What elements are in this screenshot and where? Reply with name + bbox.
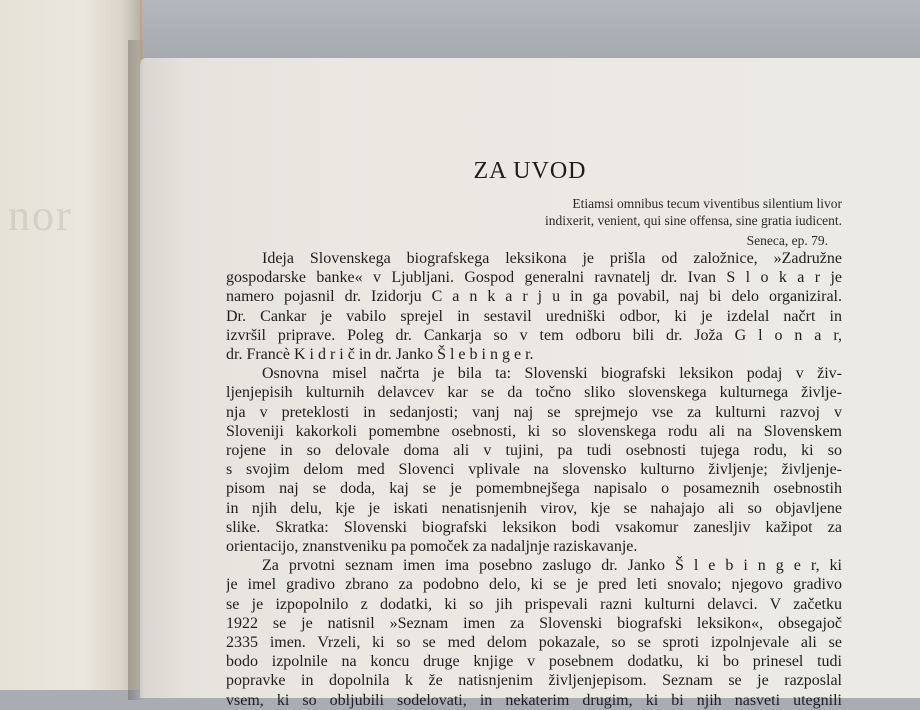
text-line: vsem, ki so obljubili sodelovati, in nekaterim drugim, ki bi njih nasveti utegnili [226,691,842,709]
page-title: ZA UVOD [473,158,587,184]
text-line: se je izpopolnilo z dodatki, ki so jih prispevali razni kulturni delavci. V začetku [226,595,842,613]
left-page [0,0,142,690]
right-page [140,58,920,709]
text-line: namero pojasnil dr. Izidorju C a n k a r j u in ga povabil, naj bi delo organiziral. [226,288,842,306]
text-line: dr. Francè K i d r i č in dr. Janko Š l e b i n g e r. [226,346,534,364]
text-line: pisom naj se doda, kaj se je pomembnejšega napisalo o posameznih osebnostih [226,480,842,498]
text-line: orientacijo, znanstveniku pa pomoček za nadaljnje raziskavanje. [226,538,638,556]
text-line: in njih delu, kje je iskati nenatisnjenih virov, kje se nahajajo ali so objavljene [226,499,842,517]
text-line: popravke in dopolnila k že natisnjenim življenjepisom. Seznam se je razposlal [226,672,842,690]
paragraph-2 [226,364,842,556]
body-text [226,249,842,710]
text-line: Dr. Cankar je vabilo sprejel in sestavil uredniški odbor, ki je izdelal načrt in [226,307,842,325]
text-line: je imel gradivo zbrano za podobno delo, ki se je pred leti snovalo; njegovo gradivo [226,576,842,594]
text-line: 2335 imen. Vrzeli, ki so se med delom pokazale, so se sproti izpolnjevale ali se [226,634,842,652]
text-line: ljenjepisih kulturnih delavcev kar se da točno sliko slovenskega kulturnega življe- [226,384,842,402]
paragraph-3 [226,556,842,710]
spine-shadow [128,40,144,700]
text-line: Za prvotni seznam imen ima posebno zaslugo dr. Janko Š l e b i n g e r, ki [262,557,842,575]
text-line: s svojim delom med Slovenci vplivale na slovensko kulturno življenje; življenje- [226,461,842,479]
text-line: gospodarske banke« v Ljubljani. Gospod generalni ravnatelj dr. Ivan S l o k a r je [226,269,842,287]
text-line: slike. Skratka: Slovenski biografski leksikon bodi vsakomur zanesljiv kažipot za [226,518,842,536]
paragraph-1 [226,249,842,364]
text-line: Ideja Slovenskega biografskega leksikona je prišla od založnice, »Zadružne [262,250,842,267]
text-line: izvršil priprave. Poleg dr. Cankarja so v tem odboru bili dr. Joža G l o n a r, [226,326,842,344]
text-line: rojene in so delovale doma ali v tujini, pa tudi osebnosti tujega rodu, ki so [226,442,842,460]
bleed-through-text: nor [8,191,73,240]
text-line: 1922 se je natisnil »Seznam imen za Slovenski biografski leksikon«, obsegajoč [226,614,842,632]
epigraph-line: Etiamsi omnibus tecum viventibus silentium livor [572,196,842,211]
epigraph-source: Seneca, ep. 79. [746,233,828,248]
text-line: Osnovna misel načrta je bila ta: Slovenski biografski leksikon podaj v živ- [262,365,842,383]
text-line: Sloveniji kakorkoli pomembne osebnosti, ki so slovenskega rodu ali na Slovenskem [226,422,842,440]
text-line: nja v preteklosti in sedanjosti; vanj naj se sprejmejo vse za kulturni razvoj v [226,403,842,421]
epigraph-line: indixerit, venient, qui sine offensa, sine gratia iudicent. [544,213,842,228]
text-line: bodo izpolnile na koncu druge knjige v posebnem dodatku, ki bo prinesel tudi [226,653,842,671]
epigraph [545,195,842,229]
